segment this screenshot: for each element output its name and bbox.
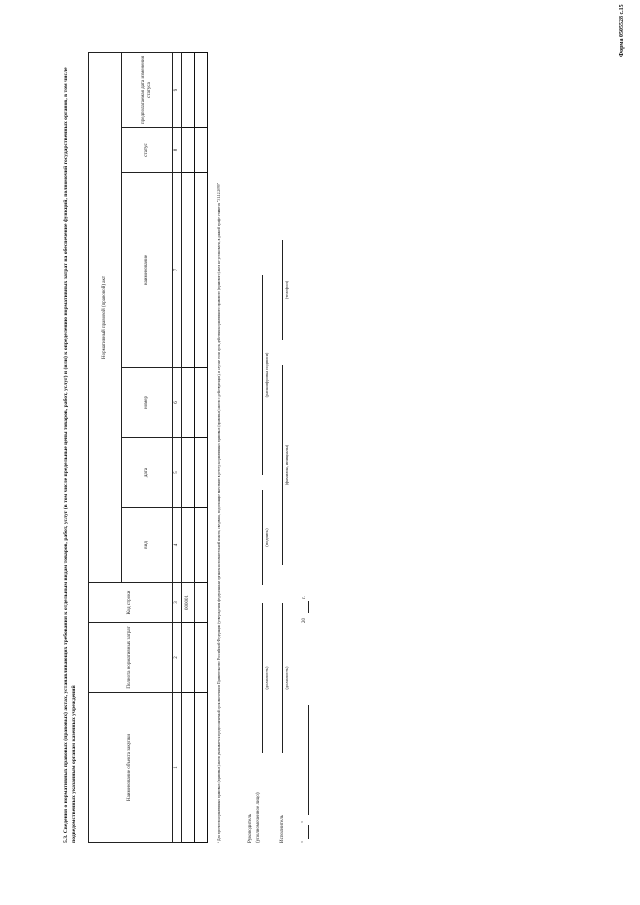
head-label: Руководитель [248,813,253,843]
col-num-8: 8 [172,128,181,173]
header-invalid-date: предполагаемая дата изменения статуса [122,52,173,127]
col-num-6: 6 [172,368,181,438]
header-status: статус [122,128,173,173]
date-month-line [308,705,309,815]
table-row [194,52,207,842]
header-legal-act: Нормативный правовой (правовой) акт [89,52,122,582]
date-year-prefix: 20 [302,618,307,623]
header-line-code: Код строки [89,583,173,623]
form-code: Форма 0505528 с.15 [619,4,625,57]
col-num-7: 7 [172,173,181,368]
date-day-line [308,825,309,839]
cell-empty [181,173,194,368]
executor-position-line [282,603,283,753]
header-number: номер [122,368,173,438]
section-title: 5.3. Сведения о нормативных правовых (правовых) актах, устанавливающих требования к отдельным видам товаров, работ, услуг (в том числе предельные цены товаров, работ, услуг) и (или) к определению нормативных затрат на обеспечение функций, полномочий государственных органов, в том числе подведомственных указанным органам казенных учреждений [63,67,77,843]
header-date: дата [122,438,173,508]
executor-phone-line [282,240,283,340]
header-type: вид [122,508,173,583]
cell-empty [181,52,194,127]
cell-line-code: 000001 [181,583,194,623]
cell-empty [194,52,207,127]
col-num-5: 5 [172,438,181,508]
date-open-quote: " [302,840,307,843]
cell-empty [181,128,194,173]
cell-empty [181,693,194,843]
date-year-suffix: г. [302,596,307,599]
cell-empty [194,508,207,583]
cell-empty [181,438,194,508]
cell-empty [181,368,194,438]
cell-empty [181,623,194,693]
cell-empty [194,368,207,438]
cell-empty [194,128,207,173]
cell-empty [181,508,194,583]
header-name: наименование [122,173,173,368]
cell-empty [194,623,207,693]
column-numbers-row [172,52,181,842]
cell-empty [194,438,207,508]
head-name-line [262,275,263,475]
executor-label: Исполнитель [280,815,285,843]
cell-empty [194,693,207,843]
cell-empty [194,583,207,623]
executor-fio-caption: (фамилия, инициалы) [284,444,289,486]
head-signature-line [262,490,263,585]
date-close-quote: " [302,820,307,823]
col-num-2: 2 [172,623,181,693]
head-position-line [262,603,263,753]
head-name-caption: (расшифровка подписи) [264,352,269,398]
executor-fio-line [282,365,283,565]
date-year-line [308,601,309,613]
head-signature-caption: (подпись) [264,528,269,547]
head-position-caption: (должность) [264,666,269,690]
col-num-1: 1 [172,693,181,843]
cell-empty [194,173,207,368]
executor-phone-caption: (телефон) [284,280,289,300]
col-num-3: 3 [172,583,181,623]
header-regulatory-costs: Полнота нормативных затрат [89,623,173,693]
footnote: ¹ Для проектов нормативных правовых (правовых) актов указывается предполагаемый срок внесения в Правительство Российской Федерации (утверждения федеральным органом исполнительной власти, сведения, подлежащие внесению в реестр нормативных правовых (правовых) актов о действующих), в случае если срок действия нормативного правового (правового) акта не установлен, в данной графе ставится "31.12.2099" [217,182,221,843]
col-num-4: 4 [172,508,181,583]
head-sub-label: (уполномоченное лицо) [256,792,261,843]
executor-position-caption: (должность) [284,666,289,690]
header-purchase-object: Наименование объекта закупки [89,693,173,843]
table-row [181,52,194,842]
col-num-9: 9 [172,52,181,127]
legal-acts-table [88,52,208,843]
